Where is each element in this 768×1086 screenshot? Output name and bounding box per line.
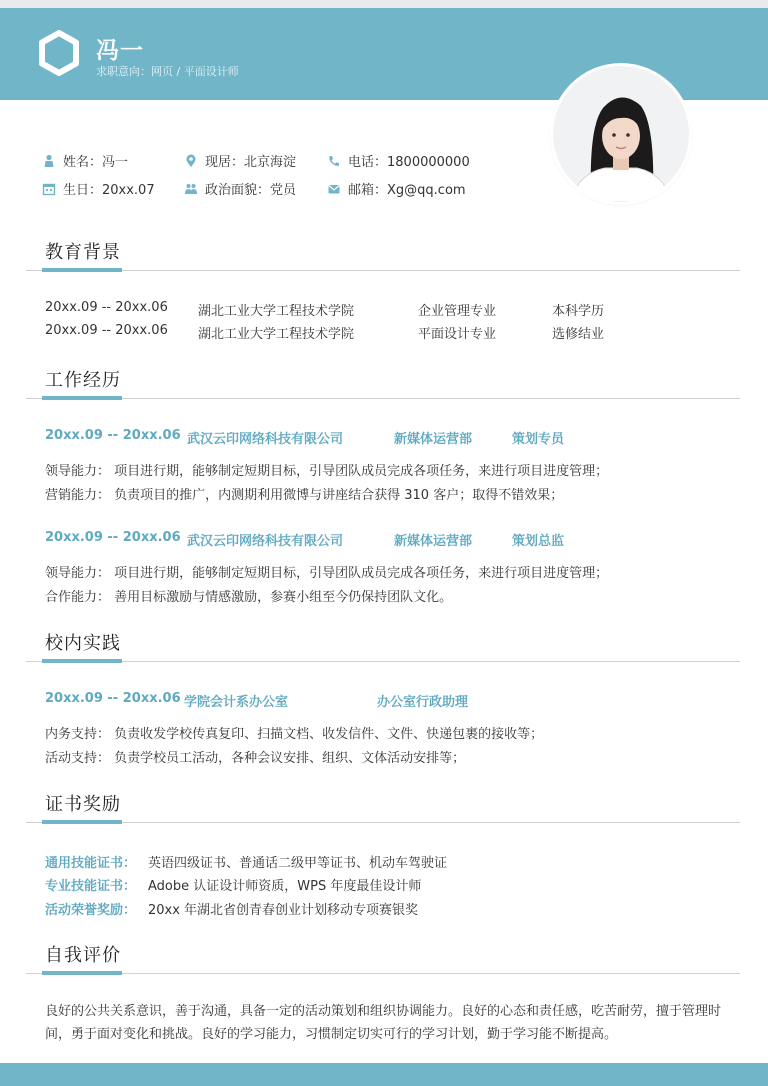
edu-major: 平面设计专业: [418, 327, 497, 342]
edu-school: 湖北工业大学工程技术学院: [198, 304, 355, 319]
location-icon: [184, 154, 198, 168]
cert-label: 专业技能证书：: [45, 879, 137, 894]
education-accent-bar: [42, 268, 122, 272]
campus-divider: [26, 661, 740, 662]
info-political-text: 政治面貌：党员: [205, 183, 297, 198]
education-title: 教育背景: [45, 242, 121, 263]
job-detail-line: 合作能力： 善用目标激励与情感激励，参赛小组至今仍保持团队文化。: [45, 590, 453, 605]
info-address-text: 现居：北京海淀: [205, 155, 297, 170]
job-intent: 求职意向：网页 / 平面设计师: [96, 65, 239, 78]
info-email-text: 邮箱：Xg@qq.com: [348, 183, 466, 198]
hexagon-logo-icon: [38, 30, 80, 76]
job-department: 新媒体运营部: [394, 432, 473, 447]
calendar-icon: [42, 182, 56, 196]
cert-label: 通用技能证书：: [45, 856, 137, 871]
info-birthday: [42, 179, 155, 198]
campus-accent-bar: [42, 659, 122, 663]
cert-value: Adobe 认证设计师资质，WPS 年度最佳设计师: [148, 879, 422, 894]
info-name-text: 姓名：冯一: [63, 155, 129, 170]
info-address: [184, 151, 296, 170]
self-eval-title: 自我评价: [45, 945, 121, 966]
self-eval-accent-bar: [42, 971, 122, 975]
candidate-name: 冯一: [96, 38, 144, 64]
campus-org: 学院会计系办公室: [184, 695, 289, 710]
certs-accent-bar: [42, 820, 122, 824]
job-detail-line: 领导能力： 项目进行期，能够制定短期目标，引导团队成员完成各项任务，来进行项目进度管理；: [45, 464, 609, 479]
info-political: [184, 179, 296, 198]
job-role: 策划总监: [512, 534, 565, 549]
work-accent-bar: [42, 396, 122, 400]
campus-role: 办公室行政助理: [377, 695, 469, 710]
footer-bar: [0, 1063, 768, 1086]
job-detail-line: 领导能力： 项目进行期，能够制定短期目标，引导团队成员完成各项任务，来进行项目进度管理；: [45, 566, 609, 581]
job-company: 武汉云印网络科技有限公司: [187, 534, 344, 549]
campus-date: 20xx.09 -- 20xx.06: [45, 691, 181, 706]
work-divider: [26, 398, 740, 399]
certs-title: 证书奖励: [45, 794, 121, 815]
job-department: 新媒体运营部: [394, 534, 473, 549]
campus-detail-line: 内务支持： 负责收发学校传真复印、扫描文档、收发信件、文件、快递包裹的接收等；: [45, 727, 544, 742]
group-icon: [184, 182, 198, 196]
cert-value: 英语四级证书、普通话二级甲等证书、机动车驾驶证: [148, 856, 448, 871]
edu-school: 湖北工业大学工程技术学院: [198, 327, 355, 342]
campus-title: 校内实践: [45, 633, 121, 654]
cert-label: 活动荣誉奖励：: [45, 903, 137, 918]
job-company: 武汉云印网络科技有限公司: [187, 432, 344, 447]
edu-date: 20xx.09 -- 20xx.06: [45, 300, 168, 315]
education-divider: [26, 270, 740, 271]
self-eval-divider: [26, 973, 740, 974]
self-eval-text: 良好的公共关系意识，善于沟通，具备一定的活动策划和组织协调能力。良好的心态和责任感，吃苦耐劳，擅于管理时间，勇于面对变化和挑战。良好的学习能力，习惯制定切实可行的学习计划，勤于学习能不断提高。: [45, 1004, 722, 1042]
job-detail-line: 营销能力： 负责项目的推广，内测期利用微博与讲座结合获得 310 客户；取得不错效果；: [45, 488, 564, 503]
edu-degree: 选修结业: [552, 327, 605, 342]
info-phone-text: 电话：1800000000: [348, 155, 470, 170]
edu-major: 企业管理专业: [418, 304, 497, 319]
job-date: 20xx.09 -- 20xx.06: [45, 428, 181, 443]
resume-page: [0, 8, 768, 1086]
profile-photo: [553, 66, 689, 202]
edu-date: 20xx.09 -- 20xx.06: [45, 323, 168, 338]
cert-value: 20xx 年湖北省创青春创业计划移动专项赛银奖: [148, 903, 419, 918]
edu-degree: 本科学历: [552, 304, 605, 319]
info-name: [42, 151, 128, 170]
certs-divider: [26, 822, 740, 823]
phone-icon: [327, 154, 341, 168]
job-role: 策划专员: [512, 432, 565, 447]
work-title: 工作经历: [45, 370, 121, 391]
info-email: [327, 179, 466, 198]
campus-detail-line: 活动支持： 负责学校员工活动，各种会议安排、组织、文体活动安排等；: [45, 751, 466, 766]
info-phone: [327, 151, 470, 170]
info-birthday-text: 生日：20xx.07: [63, 183, 155, 198]
job-date: 20xx.09 -- 20xx.06: [45, 530, 181, 545]
mail-icon: [327, 182, 341, 196]
person-icon: [42, 154, 56, 168]
